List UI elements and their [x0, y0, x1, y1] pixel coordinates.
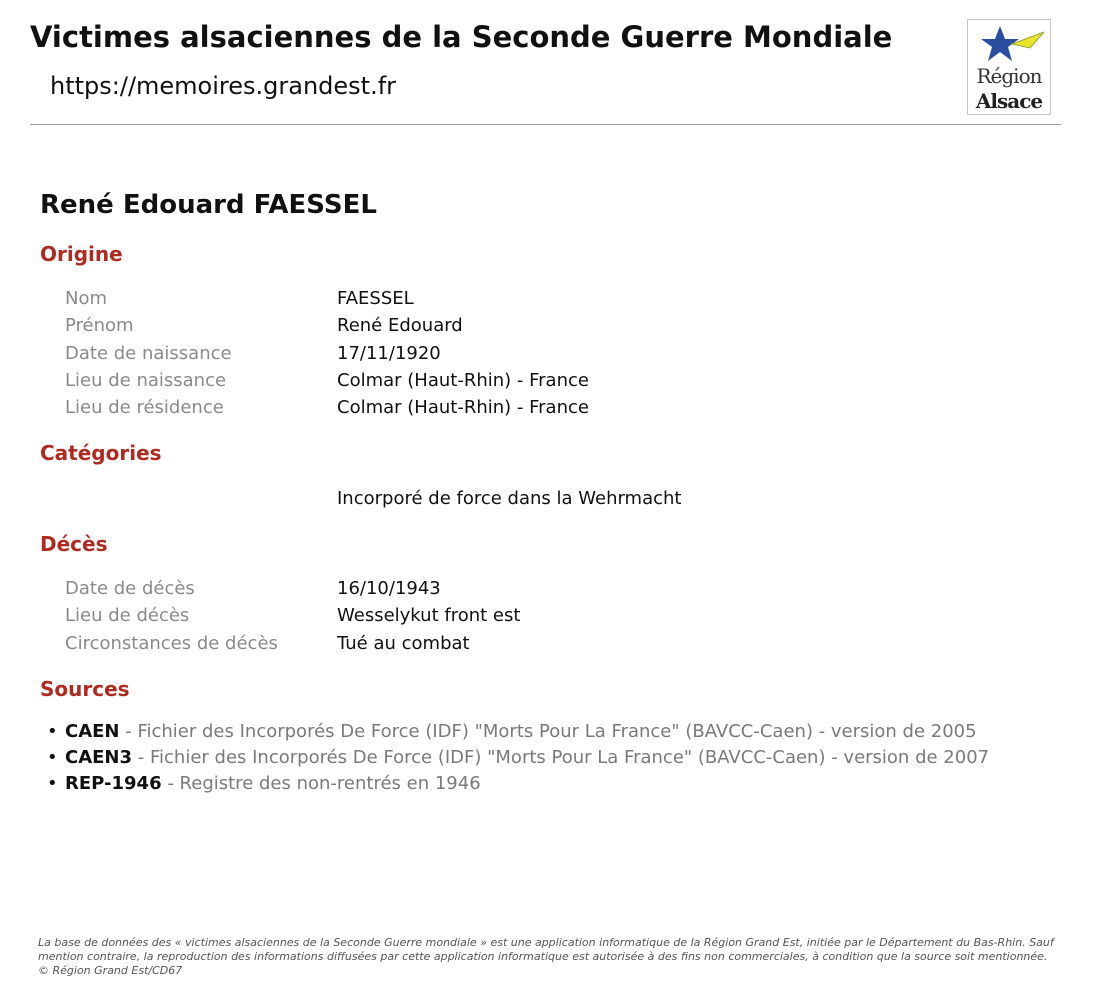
field-value: FAESSEL	[337, 288, 414, 309]
site-title: Victimes alsaciennes de la Seconde Guerre Mondiale	[30, 20, 893, 54]
field-date-naissance	[65, 343, 765, 367]
section-title-origine: Origine	[40, 242, 123, 266]
source-code: CAEN3	[65, 747, 133, 768]
site-url[interactable]: https://memoires.grandest.fr	[50, 72, 397, 100]
logo-alsace-text: Alsace	[975, 89, 1043, 113]
field-lieu-deces	[65, 605, 765, 629]
source-item	[47, 772, 1037, 795]
field-label: Lieu de résidence	[65, 397, 224, 418]
source-description: - Registre des non-rentrés en 1946	[161, 773, 481, 794]
field-label: Lieu de décès	[65, 605, 190, 626]
field-label: Nom	[65, 288, 108, 309]
field-label: Lieu de naissance	[65, 370, 227, 391]
section-title-categories: Catégories	[40, 441, 162, 465]
field-value: 17/11/1920	[337, 343, 441, 364]
region-alsace-logo	[967, 19, 1051, 115]
logo-region-text: Région	[976, 64, 1042, 88]
source-description: - Fichier des Incorporés De Force (IDF) "Morts Pour La France" (BAVCC-Caen) - version de 2005	[119, 721, 977, 742]
field-label: Prénom	[65, 315, 134, 336]
field-value: 16/10/1943	[337, 578, 441, 599]
bullet-icon: •	[47, 721, 58, 742]
source-code: CAEN	[65, 721, 120, 742]
field-value: Colmar (Haut-Rhin) - France	[337, 370, 589, 391]
field-value: Tué au combat	[337, 633, 470, 654]
field-value: René Edouard	[337, 315, 463, 336]
person-name: René Edouard FAESSEL	[40, 190, 377, 220]
field-circonstances-deces	[65, 633, 765, 657]
source-item	[47, 746, 1037, 769]
section-title-deces: Décès	[40, 532, 108, 556]
field-label: Circonstances de décès	[65, 633, 278, 654]
page-header	[30, 0, 1061, 125]
source-item	[47, 720, 1037, 743]
field-date-deces	[65, 578, 765, 602]
star-icon	[972, 22, 1046, 68]
field-lieu-naissance	[65, 370, 765, 394]
field-value: Wesselykut front est	[337, 605, 521, 626]
field-label: Date de naissance	[65, 343, 232, 364]
field-value: Colmar (Haut-Rhin) - France	[337, 397, 589, 418]
bullet-icon: •	[47, 773, 58, 794]
source-code: REP-1946	[65, 773, 162, 794]
sources-list	[47, 720, 1037, 798]
field-prenom	[65, 315, 765, 339]
field-lieu-residence	[65, 397, 765, 421]
field-categorie	[65, 488, 765, 512]
section-title-sources: Sources	[40, 677, 130, 701]
source-description: - Fichier des Incorporés De Force (IDF) "Morts Pour La France" (BAVCC-Caen) - version de 2007	[132, 747, 990, 768]
field-value: Incorporé de force dans la Wehrmacht	[337, 488, 682, 509]
footer-disclaimer: La base de données des « victimes alsaciennes de la Seconde Guerre mondiale » est une application informatique de la Région Grand Est, initiée par le Département du Bas-Rhin. Sauf mention contraire, la reproduction des informations diffusées par cette application informatique est autorisée à des fins non commerciales, à condition que la source soit mentionnée. © Région Grand Est/CD67	[38, 936, 1054, 977]
field-nom	[65, 288, 765, 312]
bullet-icon: •	[47, 747, 58, 768]
field-label: Date de décès	[65, 578, 195, 599]
